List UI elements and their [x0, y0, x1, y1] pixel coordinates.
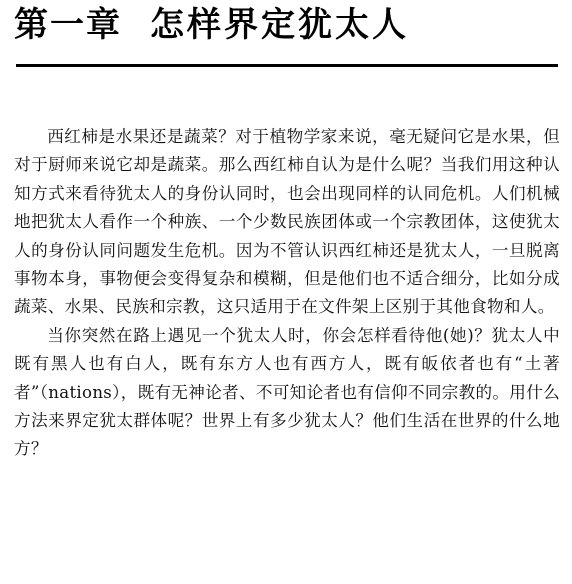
chapter-number: 第一章 [14, 5, 122, 45]
chapter-title: 怎样界定犹太人 [150, 5, 409, 45]
paragraph-1: 西红柿是水果还是蔬菜？对于植物学家来说，毫无疑问它是水果，但对于厨师来说它却是蔬菜。那么西红柿自认为是什么呢？当我们用这种认知方式来看待犹太人的身份认同时，也会出现同样的认同危机。人们机械地把犹太人看作一个种族、一个少数民族团体或一个宗教团体，这使犹太人的身份认同问题发生危机。因为不管认识西红柿还是犹太人，一旦脱离事物本身，事物便会变得复杂和模糊，但是他们也不适合细分，比如分成蔬菜、水果、民族和宗教，这只适用于在文件架上区别于其他食物和人。 [14, 127, 560, 317]
paragraph-2: 当你突然在路上遇见一个犹太人时，你会怎样看待他(她)？犹太人中既有黑人也有白人，既有东方人也有西方人，既有皈依者也有“土著者”（nations），既有无神论者、不可知论者也有信仰不同宗教的。用什么方法来界定犹太群体呢？世界上有多少犹太人？他们生活在世界的什么地方？ [14, 325, 560, 459]
title-divider [16, 64, 558, 67]
chapter-heading [14, 2, 409, 48]
body-text [14, 123, 560, 464]
